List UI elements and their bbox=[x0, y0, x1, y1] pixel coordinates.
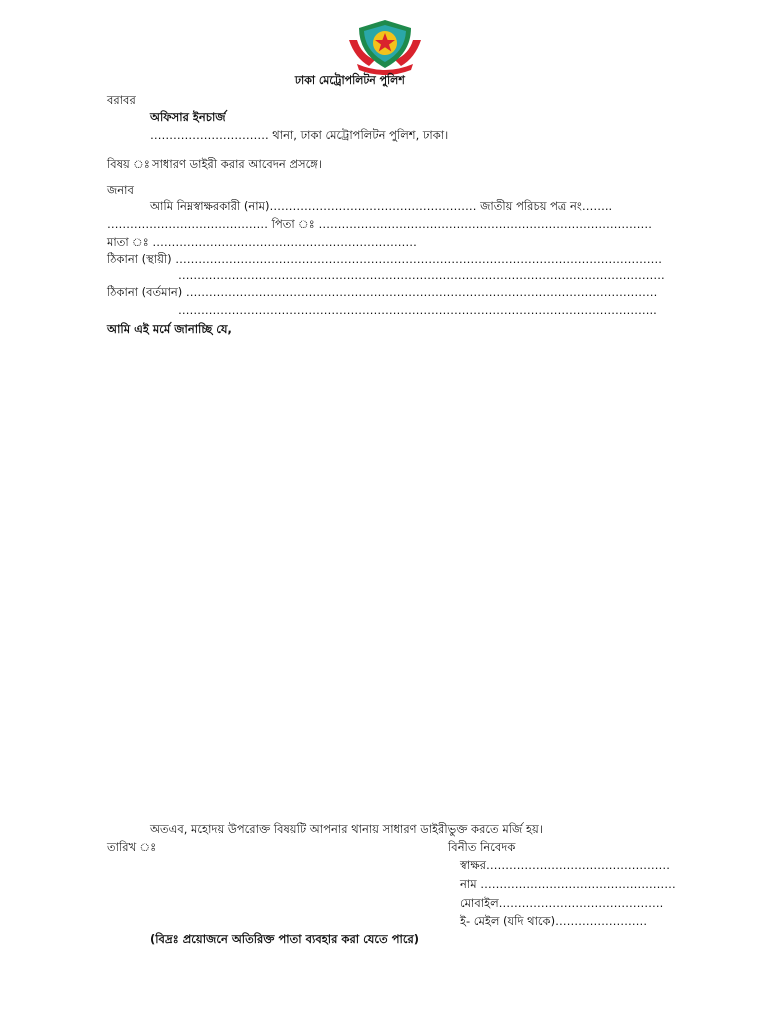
station-line: …………………………. থানা, ঢাকা মেট্রোপলিটন পুলিশ, ঢাকা। bbox=[150, 128, 449, 142]
recipient: অফিসার ইনচার্জ bbox=[150, 110, 226, 124]
permanent-address-line-2: ………………………………………………………………………………………………………………. bbox=[178, 268, 665, 282]
page-title: ঢাকা মেট্রোপলিটন পুলিশ bbox=[294, 73, 405, 87]
permanent-address-line-1: ঠিকানা (স্থায়ী) ………………………………………………………………………………………………………………. bbox=[107, 252, 662, 266]
closing-request: অতএব, মহোদয় উপরোক্ত বিষয়টি আপনার থানায় সাধারণ ডাইরীভুক্ত করতে মর্জি হয়। bbox=[150, 822, 543, 836]
yours-faithfully: বিনীত নিবেদক bbox=[448, 840, 516, 854]
applicant-mother-line: মাতা ঃ …………………………………………………………… bbox=[107, 235, 417, 249]
date-label: তারিখ ঃ bbox=[107, 840, 157, 854]
applicant-father-line: …………………………………… পিতা ঃ …………………………………………………………………………… bbox=[107, 217, 652, 231]
signature-line: স্বাক্ষর………………………………………… bbox=[460, 858, 670, 872]
salutation: জনাব bbox=[107, 183, 134, 197]
address-to: বরাবর bbox=[107, 93, 136, 107]
name-line: নাম …………………………………………… bbox=[460, 877, 676, 891]
dmp-emblem-logo bbox=[345, 18, 425, 76]
footnote: (বিদ্রঃ প্রয়োজনে অতিরিক্ত পাতা ব্যবহার করা যেতে পারে) bbox=[150, 932, 420, 946]
applicant-name-line: আমি নিম্নস্বাক্ষরকারী (নাম)……………………………………………… জাতীয় পরিচয় পত্র নং…….. bbox=[150, 199, 613, 213]
present-address-line-1: ঠিকানা (বর্তমান) …………………………………………………………………………………………………………… bbox=[107, 285, 658, 299]
present-address-line-2: …………………………………………………………………………………………………………….. bbox=[178, 303, 657, 317]
statement-intro: আমি এই মর্মে জানাচ্ছি যে, bbox=[107, 322, 232, 336]
email-line: ই- মেইল (যদি থাকে)…………………… bbox=[460, 914, 648, 928]
mobile-line: মোবাইল……………………………………. bbox=[460, 896, 664, 910]
subject-text: সাধারণ ডাইরী করার আবেদন প্রসঙ্গে। bbox=[152, 157, 322, 171]
subject-label: বিষয় ঃ bbox=[107, 157, 150, 171]
